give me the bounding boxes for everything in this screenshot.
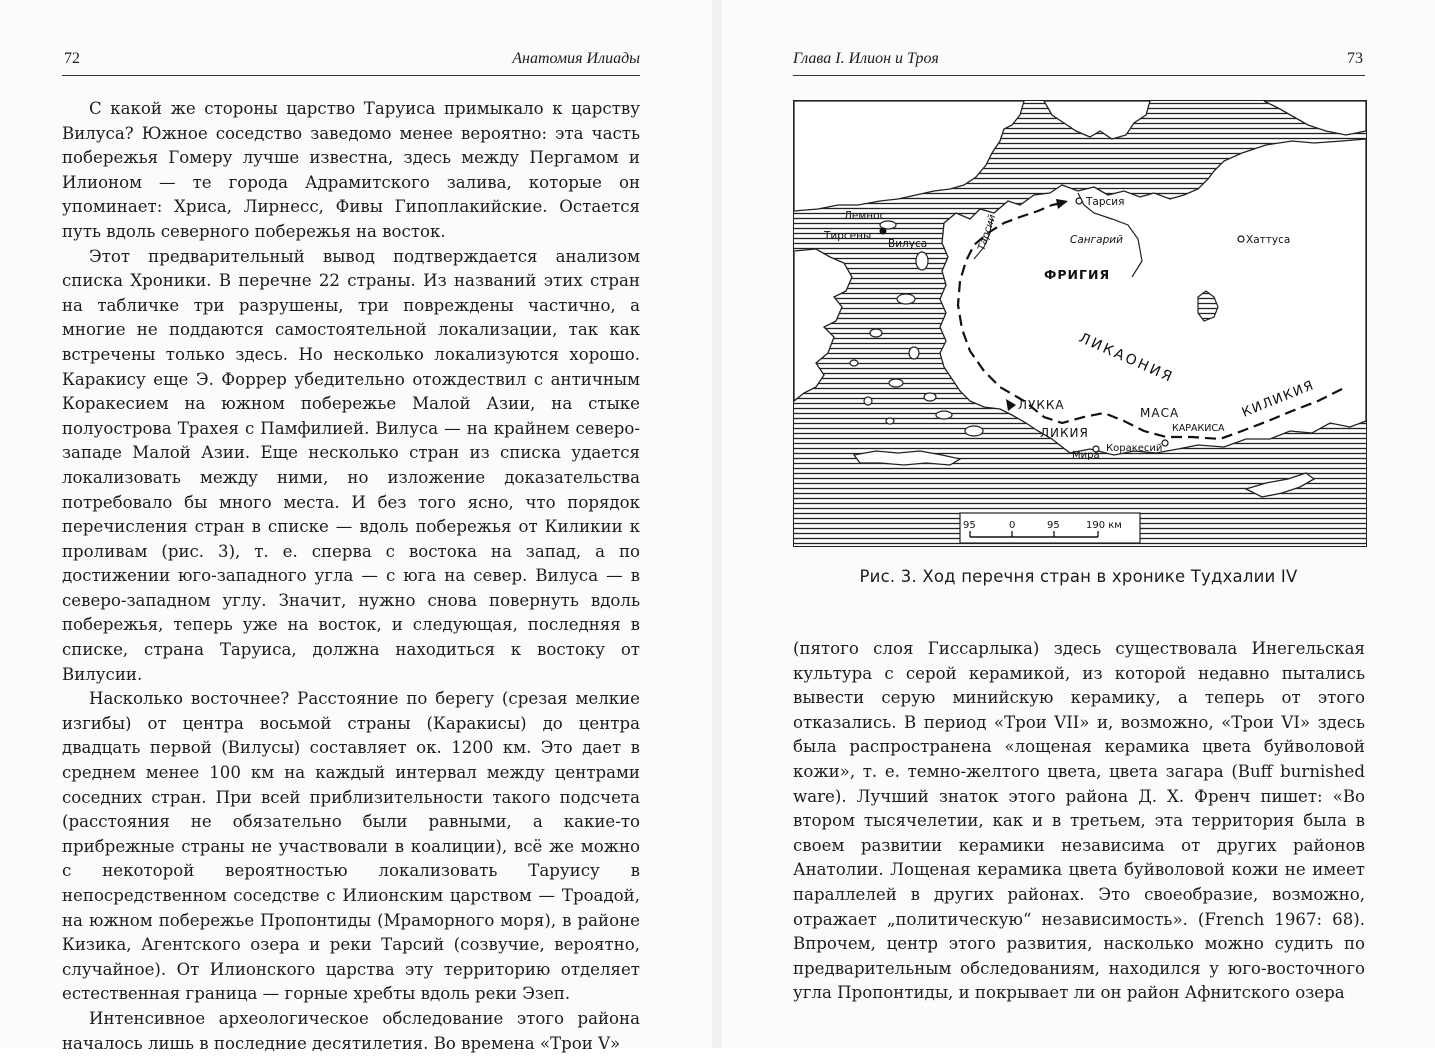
scale-tick: 0 (1009, 520, 1016, 531)
header-rule (793, 75, 1365, 76)
label-lukka: ЛУККА (1018, 398, 1065, 412)
label-karakisa: КАРАКИСА (1172, 423, 1225, 434)
label-likiya: ЛИКИЯ (1040, 426, 1089, 440)
label-hattusa: Хаттуса (1246, 234, 1291, 246)
left-page (0, 0, 712, 1053)
label-frigiya: ФРИГИЯ (1044, 267, 1111, 282)
page-number-right: 73 (1347, 50, 1363, 67)
scale-bar (960, 513, 1140, 543)
book-gutter (712, 0, 722, 1048)
paragraph: (пятого слоя Гиссарлыка) здесь существовала Инегельская культура с серой керамикой, из которой недавно пытались вывести серую минийскую керамику, а теперь от этого отказались. В период «Трои VII» и, возможно, «Трои VI» здесь была распространена «лощеная керамика цвета буйволовой кожи», т. е. темно-желтого цвета, цвета загара (Buff burnished ware). Лучший знаток этого района Д. Х. Френч пишет: «Во втором тысячелетии, как и в третьем, эта территория была в своем развитии керамики независима от других районов Анатолии. Лощеная керамика цвета буйволовой кожи не имеет параллелей в других районах. Это своеобразие, возможно, отражает „политическую“ независимость». (French 1967: 68). Впрочем, центр этого развития, насколько можно судить по предварительным обследованиям, находился у юго-восточного угла Пропонтиды, и покрывает ли он район Афнитского озера (793, 639, 1365, 1003)
right-page-header (793, 50, 1365, 76)
left-page-header (62, 50, 640, 76)
label-kilikiya: КИЛИКИЯ (1239, 377, 1317, 421)
label-sangariy: Сангарий (1070, 234, 1123, 246)
vilusa-marker (880, 228, 887, 235)
right-body-text (793, 637, 1365, 1006)
paragraph: Насколько восточнее? Расстояние по берегу (срезая мелкие изгибы) от центра восьмой страны (Каракисы) до центра двадцать первой (Вилусы) составляет ок. 1200 км. Это дает в среднем менее 100 км на каждый интервал между центрами соседних стран. При всей приблизительности такого подсчета (расстояния не обязательно были равными, а какие-то прибрежные страны не участвовали в коалиции), всё же можно с некоторой вероятностью локализовать Таруису в непосредственном соседстве с Илионским царством — Троадой, на южном побережье Пропонтиды (Мраморного моря), в районе Кизика, Агентского озера и реки Тарсий (созвучие, вероятно, случайное). От Илионского царства эту территорию отделяет естественная граница — горные хребты вдоль реки Эзеп. (62, 689, 640, 1004)
label-tirseny: Тирсены (824, 230, 872, 242)
scale-tick: 95 (963, 520, 976, 531)
header-rule (62, 75, 640, 76)
label-tarsia: Тарсия (1086, 196, 1125, 208)
scale-tick: 190 км (1086, 520, 1122, 531)
scale-tick: 95 (1047, 520, 1060, 531)
label-likaoniya: ЛИКАОНИЯ (1076, 330, 1177, 387)
figure-map (793, 100, 1367, 547)
running-title-left: Анатомия Илиады (512, 50, 640, 67)
left-body-text (62, 97, 640, 1056)
label-lemnos: Лемнос (844, 210, 886, 222)
label-vilusa: Вилуса (888, 238, 928, 250)
label-masa: МАСА (1140, 406, 1180, 420)
label-mira: Мира (1072, 450, 1100, 461)
map-svg (794, 101, 1366, 546)
label-korakesiy: Коракесий (1106, 443, 1163, 454)
figure-caption: Рис. 3. Ход перечня стран в хронике Тудхалии IV (859, 567, 1298, 586)
label-tarsiy: Тарсий (976, 213, 999, 252)
paragraph: Интенсивное археологическое обследование этого района началось лишь в последние десятилетия. Во времена «Трои V» (62, 1008, 640, 1053)
page-number-left: 72 (64, 50, 80, 67)
paragraph: С какой же стороны царство Таруиса примыкало к царству Вилуса? Южное соседство заведомо менее вероятно: эта часть побережья Гомеру лучше известна, здесь между Пергамом и Илионом — те города Адрамитского залива, которые он упоминает: Хриса, Лирнесс, Фивы Гипоплакийские. Остается путь вдоль северного побережья на восток. (62, 99, 640, 241)
running-title-right: Глава I. Илион и Троя (793, 50, 939, 67)
paragraph: Этот предварительный вывод подтверждается анализом списка Хроники. В перечне 22 страны. Из названий этих стран на табличке три разрушены, три повреждены частично, а многие не поддаются самостоятельной локализации, так как встречены только здесь. Но несколько локализуются хорошо. Каракису еще Э. Форрер убедительно отождествил с античным Коракесием на южном побережье Малой Азии, на стыке полуострова Трахея с Памфилией. Вилуса — на крайнем северо-западе Малой Азии. Еще несколько стран из списка удается локализовать между ними, но изложение доказательства потребовало бы много места. И без того ясно, что порядок перечисления стран в списке — вдоль побережья от Киликии к проливам (рис. 3), т. е. сперва с востока на запад, а по достижении юго-западного угла — с юга на север. Вилуса — в северо-западном углу. Значит, нужно снова повернуть вдоль побережья, теперь уже на восток, и следующая, последняя в списке, страна Таруиса, должна находиться к востоку от Вилусии. (62, 246, 640, 684)
